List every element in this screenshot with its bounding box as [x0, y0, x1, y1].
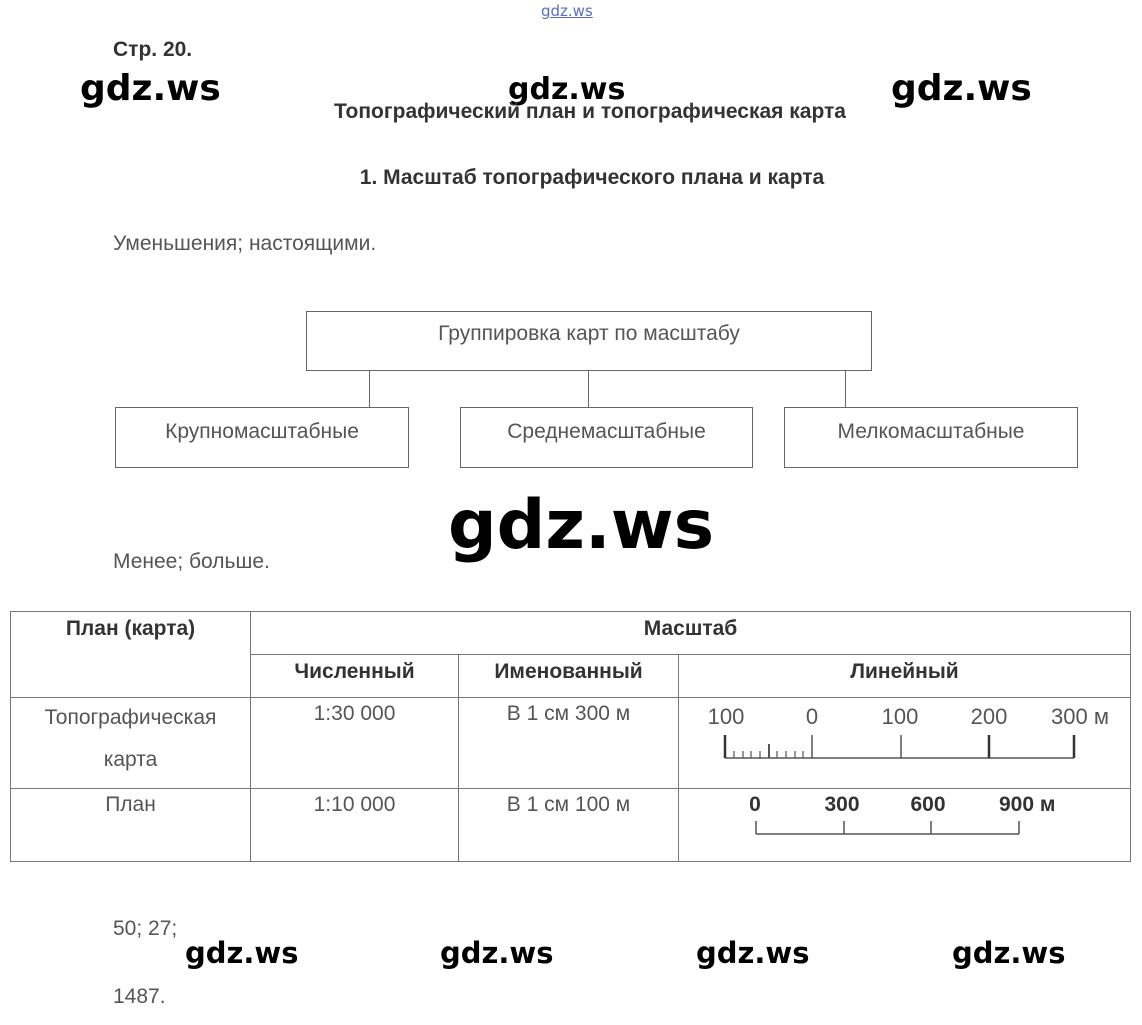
answer-text: 50; 27; — [113, 917, 178, 940]
answer-text: 1487. — [113, 985, 166, 1008]
task-title: 1. Масштаб топографического плана и карта — [359, 166, 825, 189]
diagram-child-label: Среднемасштабные — [507, 420, 706, 443]
linear-tick-label: 0 — [748, 793, 761, 816]
watermark: gdz.ws — [448, 486, 715, 565]
linear-tick-label: 100 — [707, 704, 744, 729]
row-name — [11, 698, 251, 789]
watermark: gdz.ws — [508, 72, 626, 107]
connector-line — [588, 371, 589, 408]
table-row — [11, 698, 1131, 789]
scale-table — [10, 611, 1131, 862]
header-linear: Линейный — [679, 655, 1131, 698]
scale-minor-ticks — [734, 744, 803, 758]
named-scale: В 1 см 100 м — [459, 789, 679, 862]
watermark: gdz.ws — [952, 936, 1066, 970]
diagram-child-box — [784, 407, 1078, 468]
watermark: gdz.ws — [440, 936, 554, 970]
linear-tick-label: 0 — [805, 704, 818, 729]
linear-scale-map — [680, 698, 1130, 782]
diagram-child-box — [115, 407, 409, 468]
connector-line — [369, 371, 370, 408]
watermark: gdz.ws — [891, 68, 1032, 109]
header-scale: Масштаб — [251, 612, 1131, 655]
linear-tick-label: 200 — [970, 704, 1007, 729]
linear-scale-cell — [679, 789, 1131, 862]
diagram-child-box — [460, 407, 753, 468]
page-number: Стр. 20. — [113, 38, 193, 61]
table-row — [11, 789, 1131, 862]
linear-tick-label: 100 — [881, 704, 918, 729]
diagram-child-label: Мелкомасштабные — [837, 420, 1025, 443]
section-title: Топографический план и топографическая карта — [334, 100, 846, 123]
connector-line — [845, 371, 846, 408]
answer-text: Уменьшения; настоящими. — [113, 232, 377, 255]
watermark-link[interactable]: gdz.ws — [541, 2, 593, 20]
row-name-line: карта — [103, 748, 158, 771]
diagram-root-label: Группировка карт по масштабу — [438, 322, 740, 345]
watermark: gdz.ws — [185, 936, 299, 970]
header-plan: План (карта) — [11, 612, 251, 698]
header-numeric: Численный — [251, 655, 459, 698]
diagram-root-box — [306, 311, 872, 371]
linear-tick-label: 900 м — [998, 793, 1055, 816]
diagram-child-label: Крупномасштабные — [165, 420, 359, 443]
linear-tick-label: 600 — [909, 793, 946, 816]
row-name: План — [11, 789, 251, 862]
linear-tick-label: 300 — [823, 793, 860, 816]
named-scale: В 1 см 300 м — [459, 698, 679, 789]
row-name-line: Топографическая — [44, 706, 217, 729]
linear-scale-plan — [680, 789, 1130, 855]
linear-scale-cell — [679, 698, 1131, 789]
watermark: gdz.ws — [80, 68, 221, 109]
answer-text: Менее; больше. — [113, 550, 270, 573]
numeric-scale: 1:10 000 — [251, 789, 459, 862]
linear-tick-label: 300 м — [1050, 704, 1109, 729]
numeric-scale: 1:30 000 — [251, 698, 459, 789]
header-named: Именованный — [459, 655, 679, 698]
watermark: gdz.ws — [696, 936, 810, 970]
